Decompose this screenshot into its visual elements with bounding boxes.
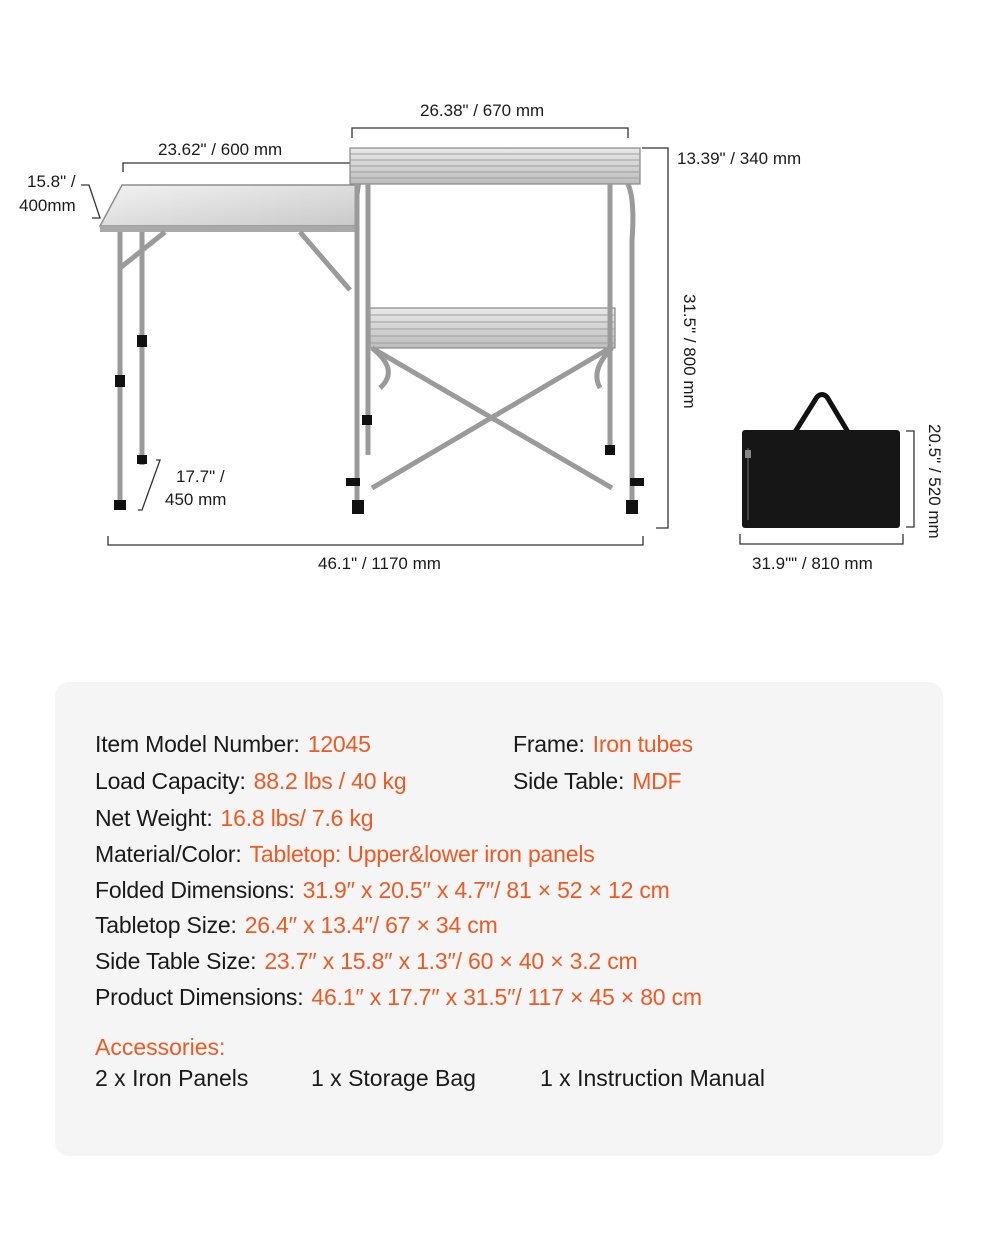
dim-total-width: 46.1" / 1170 mm [318,554,441,573]
accessories-title: Accessories: [95,1034,226,1060]
table-illustration [0,0,1000,620]
spec-label: Net Weight: [95,805,213,831]
spec-row-material [95,839,595,869]
main-table [346,148,644,514]
spec-row-weight [95,803,373,833]
accessory-item: 2 x Iron Panels [95,1065,249,1091]
product-diagram [0,0,1000,620]
spec-label: Load Capacity: [95,768,246,794]
spec-label: Frame: [513,731,585,757]
side-table [100,185,360,510]
dim-bag-width: 31.9"" / 810 mm [752,554,873,573]
dim-side-depth-1: 15.8" / [27,172,76,191]
spec-row-side-table [513,766,681,796]
spec-value: 23.7′′ x 15.8′′ x 1.3′′/ 60 × 40 × 3.2 cm [264,948,638,974]
spec-value: 31.9′′ x 20.5′′ x 4.7′′/ 81 × 52 × 12 cm [302,877,670,903]
dim-side-depth-2: 400mm [19,196,76,215]
dim-bag-height: 20.5" / 520 mm [925,424,944,539]
spec-value: 12045 [307,731,371,757]
spec-label: Side Table Size: [95,948,257,974]
spec-row-model [95,729,371,759]
spec-value: 26.4′′ x 13.4′′/ 67 × 34 cm [244,912,498,938]
spec-label: Product Dimensions: [95,984,304,1010]
spec-value: Iron tubes [592,731,693,757]
dim-height: 31.5" / 800 mm [680,294,699,409]
spec-card [55,682,943,1156]
accessory-item: 1 x Storage Bag [311,1065,476,1091]
spec-label: Side Table: [513,768,625,794]
storage-bag-illustration [742,395,900,529]
spec-row-frame [513,729,693,759]
spec-value: MDF [632,768,682,794]
dim-top-width: 26.38" / 670 mm [420,101,545,120]
spec-label: Tabletop Size: [95,912,237,938]
accessory-item: 1 x Instruction Manual [540,1065,766,1091]
spec-row-folded [95,875,670,905]
spec-row-load [95,766,406,796]
spec-row-product-dimensions [95,982,702,1012]
spec-row-side-table-size [95,946,637,976]
spec-value: 88.2 lbs / 40 kg [253,768,407,794]
dim-leg-depth-2: 450 mm [165,490,227,509]
spec-value: 16.8 lbs/ 7.6 kg [220,805,374,831]
spec-label: Item Model Number: [95,731,300,757]
spec-label: Material/Color: [95,841,242,867]
spec-value: Tabletop: Upper&lower iron panels [249,841,595,867]
dim-top-depth: 13.39" / 340 mm [677,149,802,168]
spec-row-tabletop [95,910,498,940]
spec-label: Folded Dimensions: [95,877,295,903]
spec-value: 46.1′′ x 17.7′′ x 31.5′′/ 117 × 45 × 80 cm [311,984,702,1010]
dim-side-width: 23.62" / 600 mm [158,140,283,159]
dim-leg-depth-1: 17.7" / [176,467,225,486]
